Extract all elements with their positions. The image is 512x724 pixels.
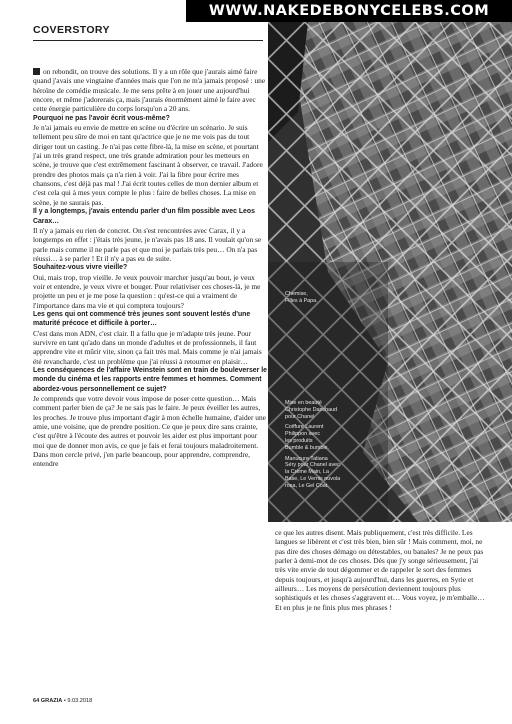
credit-line: Séry pour Chanel avec (285, 462, 340, 469)
credit-line: pour Chanel (285, 413, 315, 420)
paragraph-text: on rebondit, on trouve des solutions. Il y a un rôle que j'aurais aimé faire quand j'avais une vingtaine d'années mais que l'on ne m'a jamais proposé : une héroïne de comédie musicale. Je me sens prête à en jouer une aujourd'hui encore, et même j'adorerais ça, mais j'aurais énormément aimé le faire avec cette énergie particulière du corps lorsqu'on a 20 ans. (33, 67, 266, 114)
fashion-photo (268, 22, 512, 522)
credit-line: Base, Le Vernis nuvola (285, 475, 341, 482)
section-label: COVERSTORY (33, 24, 110, 36)
credit-block (285, 456, 385, 490)
credit-line: Christophe Danchaud (285, 406, 338, 413)
paragraph (33, 226, 267, 263)
article-column-2 (275, 528, 487, 612)
question-text: Les gens qui ont commencé très jeunes sont souvent lestés d'une maturité précoce et difficile à porter… (33, 310, 251, 328)
credit-line: Philippon avec (285, 431, 321, 438)
question (33, 366, 267, 394)
caption-line: Chemise, (285, 291, 308, 297)
credit-line: la Crème Main, La (285, 469, 330, 476)
paragraph-text: Il n'y a jamais eu rien de concret. On s'est rencontrées avec Carax, il y a longtemps en effet : j'étais très jeune, je n'avais pas 18 ans. Il voulait qu'on se parle mais comme il ne parle pas et que moi je parlais très peu… On n'a pas réussi… à se parler ! Et il n'y a pas eu de suite. (33, 225, 262, 263)
paragraph (33, 123, 267, 207)
credit-line: les produits (285, 437, 313, 444)
question (33, 263, 267, 272)
watermark-banner: WWW.NAKEDEBONYCELEBS.COM (186, 0, 512, 22)
paragraph: ce que les autres disent. Mais publiquement, c'est très difficile. Les langues se libèrent et c'est très bien, bien sûr ! Mais comment, moi, ne pas dire des choses démago ou détestables, ou banales? Je ne peux pas parler à demi-mot de ces choses. Dès que j'y songe sérieusement, j'ai très vite envie de tout dégommer et de rappeler le sort des femmes depuis toujours, et jusqu'à aujourd'hui, dans les guerres, en Syrie et ailleurs… Les moyens de persécution deviennent toujours plus sophistiqués et les choses s'aggravent et… Vous voyez, je m'emballe… Et en plus je ne finis plus mes phrases ! (275, 528, 485, 612)
credit-block (285, 424, 385, 451)
bullet-icon (33, 68, 40, 75)
paragraph-text: Je comprends que votre devoir vous impose de poser cette question… Mais comment parler bien de ça? Je ne sais pas le faire. Je peux éveiller les autres, les proches. Je trouve plus important d'agir à mon échelle humaine, d'aider une amie, une voisine, que de prendre position. Ce que je peux dire sans crainte, c'est qu'être à l'écoute des autres et pouvoir les aider est plus important pour moi que de donner mon avis, ce que je fais et ferai toujours maladroitement. Dans mon cercle privé, j'en parle beaucoup, pour apprendre, comprendre, entendre (33, 394, 266, 469)
question-text: Les conséquences de l'affaire Weinstein sont en train de bouleverser le monde du cinéma et les rapports entre femmes et hommes. Comment abordez-vous personnellement ce sujet? (33, 367, 267, 393)
credit-line: Manucure Tatiana (285, 455, 328, 462)
credit-block (285, 400, 385, 420)
question-text: Pourquoi ne pas l'avoir écrit vous-même? (33, 114, 170, 122)
caption-line: Filles à Papa. (285, 297, 318, 304)
credit-line: Bumble & bumble. (285, 444, 330, 451)
question-text: Il y a longtemps, j'avais entendu parler d'un film possible avec Leos Carax… (33, 208, 255, 225)
question-text: Souhaitez-vous vivre vieille? (33, 264, 128, 272)
credit-line: rosa, Le Gel Coat. (285, 482, 329, 489)
paragraph (33, 329, 267, 366)
credit-line: Mise en beauté (285, 400, 322, 406)
photo-credits (285, 400, 385, 494)
magazine-name: GRAZIA (40, 698, 63, 704)
section-rule (33, 40, 263, 41)
question (33, 207, 267, 226)
page-footer (33, 698, 92, 704)
question (33, 310, 267, 329)
paragraph-text: C'est dans mon ADN, c'est clair. Il a fallu que je m'adapte très jeune. Pour survivre en tant qu'ado dans un monde d'adultes et de professionnels, il faut apprendre vite et mûrir vite, sinon ça fait très mal. Mais comme je n'ai jamais été revancharde, c'est un problème que j'ai réussi à retourner en plaisir… (33, 328, 262, 366)
page-number: 64 (33, 698, 40, 704)
article-column-1 (33, 67, 267, 469)
paragraph (33, 273, 267, 310)
paragraph (33, 67, 267, 114)
question (33, 114, 267, 123)
paragraph (33, 394, 267, 469)
paragraph-text: Oui, mais trop, trop vieille. Je veux pouvoir marcher jusqu'au bout, je veux voir et entendre, je veux vivre et bouger. Pour relativiser ces choses-là, je me projette un peu et je me pose la question : qu'est-ce qui a vraiment de l'importance dans ma vie et qui comptera toujours? (33, 272, 261, 310)
photo-caption (285, 291, 375, 305)
paragraph-text: Je n'ai jamais eu envie de mettre en scène ou d'écrire un scénario. Je suis tellement peu sûre de moi en tant qu'actrice que je ne me vois pas du tout diriger tout un casting. Je n'ai pas cette fibre-là, la mise en scène, et pourtant j'ai un très grand respect, une très grande admiration pour les metteurs en scène, je trouve que c'est extrêmement fascinant à observer, ce travail. J'adore prendre des photos mais ça n'a rien à voir. J'ai la fibre pour écrire mes chansons, c'est déjà pas mal ! J'ai écrit toutes celles de mon dernier album et c'est cela qui à mes yeux compte le plus : faire de belles choses. La mise en scène, je ne saurais pas. (33, 123, 263, 207)
credit-line: Coiffure Laurent (285, 424, 324, 431)
issue-date: • 9.03.2018 (63, 698, 93, 704)
